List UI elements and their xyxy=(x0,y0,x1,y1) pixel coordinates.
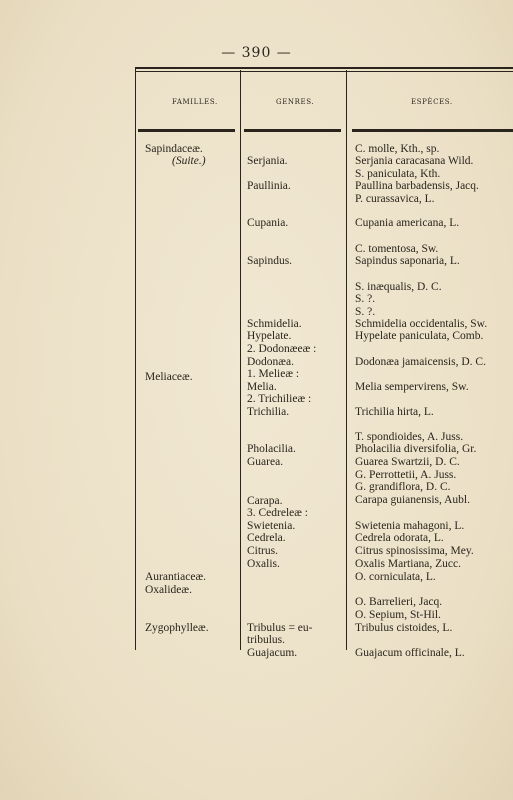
espece-entry: C. tomentosa, Sw. xyxy=(355,243,439,255)
genre-entry: 2. Dodonæeæ : xyxy=(247,343,317,355)
espece-entry: G. grandiflora, D. C. xyxy=(355,481,451,493)
left-border xyxy=(135,67,136,650)
genre-entry: Dodonæa. xyxy=(247,356,294,368)
page-number: — 390 — xyxy=(221,45,292,61)
espece-entry: O. Barrelieri, Jacq. xyxy=(355,596,443,608)
espece-entry: Schmidelia occidentalis, Sw. xyxy=(355,318,488,330)
genre-entry: 3. Cedreleæ : xyxy=(247,507,308,519)
espece-entry: Sapindus saponaria, L. xyxy=(355,255,460,267)
espece-entry: Tribulus cistoides, L. xyxy=(355,622,453,634)
espece-entry: T. spondioides, A. Juss. xyxy=(355,431,464,443)
espece-entry: Pholacilia diversifolia, Gr. xyxy=(355,443,477,455)
espece-entry: S. ?. xyxy=(355,293,376,305)
header-rule-familles xyxy=(138,129,235,132)
column-rule-2 xyxy=(346,70,347,650)
espece-entry: S. inæqualis, D. C. xyxy=(355,281,442,293)
genre-entry: Guarea. xyxy=(247,456,284,468)
espece-entry: Paullina barbadensis, Jacq. xyxy=(355,180,479,192)
header-rule-especes xyxy=(352,129,513,132)
genre-entry: Carapa. xyxy=(247,495,283,507)
genre-entry: Schmidelia. xyxy=(247,318,302,330)
genre-entry: tribulus. xyxy=(247,634,286,646)
espece-entry: O. corniculata, L. xyxy=(355,571,436,583)
genre-entry: Paullinia. xyxy=(247,180,291,192)
header-familles: FAMILLES. xyxy=(172,98,218,106)
genre-entry: Trichilia. xyxy=(247,406,290,418)
espece-entry: G. Perrottetii, A. Juss. xyxy=(355,469,457,481)
genre-entry: Sapindus. xyxy=(247,255,293,267)
genre-entry: Hypelate. xyxy=(247,330,292,342)
genre-entry: Swietenia. xyxy=(247,520,296,532)
famille-entry: Sapindaceæ. xyxy=(145,143,203,155)
espece-entry: Swietenia mahagoni, L. xyxy=(355,520,465,532)
espece-entry: C. molle, Kth., sp. xyxy=(355,143,440,155)
espece-entry: Dodonæa jamaicensis, D. C. xyxy=(355,356,486,368)
espece-entry: Guarea Swartzii, D. C. xyxy=(355,456,460,468)
espece-entry: Carapa guianensis, Aubl. xyxy=(355,494,470,506)
famille-entry: (Suite.) xyxy=(172,155,206,167)
header-especes: ESPÈCES. xyxy=(411,98,453,106)
famille-entry: Meliaceæ. xyxy=(145,371,193,383)
top-rule xyxy=(135,67,513,69)
genre-entry: Serjania. xyxy=(247,155,288,167)
espece-entry: S. ?. xyxy=(355,306,376,318)
genre-entry: 2. Trichilieæ : xyxy=(247,393,312,405)
espece-entry: Trichilia hirta, L. xyxy=(355,406,434,418)
famille-entry: Zygophylleæ. xyxy=(145,622,209,634)
espece-entry: Hypelate paniculata, Comb. xyxy=(355,330,484,342)
genre-entry: Melia. xyxy=(247,381,277,393)
famille-entry: Aurantiaceæ. xyxy=(145,571,206,583)
genre-entry: 1. Melieæ : xyxy=(247,368,300,380)
genre-entry: Citrus. xyxy=(247,545,278,557)
espece-entry: Oxalis Martiana, Zucc. xyxy=(355,558,462,570)
famille-entry: Oxalideæ. xyxy=(145,584,192,596)
espece-entry: Guajacum officinale, L. xyxy=(355,647,465,659)
espece-entry: Citrus spinosissima, Mey. xyxy=(355,545,474,557)
genre-entry: Cupania. xyxy=(247,217,289,229)
espece-entry: S. paniculata, Kth. xyxy=(355,168,441,180)
genre-entry: Cedrela. xyxy=(247,532,286,544)
genre-entry: Pholacilia. xyxy=(247,443,296,455)
column-rule-1 xyxy=(240,70,241,650)
espece-entry: Cupania americana, L. xyxy=(355,217,460,229)
genre-entry: Oxalis. xyxy=(247,558,280,570)
header-genres: GENRES. xyxy=(276,98,315,106)
espece-entry: O. Sepium, St-Hil. xyxy=(355,609,441,621)
top-rule-thin xyxy=(135,71,513,72)
genre-entry: Guajacum. xyxy=(247,647,298,659)
espece-entry: P. curassavica, L. xyxy=(355,193,435,205)
espece-entry: Serjania caracasana Wild. xyxy=(355,155,474,167)
espece-entry: Melia sempervirens, Sw. xyxy=(355,381,469,393)
header-rule-genres xyxy=(244,129,341,132)
genre-entry: Tribulus = eu- xyxy=(247,622,313,634)
espece-entry: Cedrela odorata, L. xyxy=(355,532,444,544)
